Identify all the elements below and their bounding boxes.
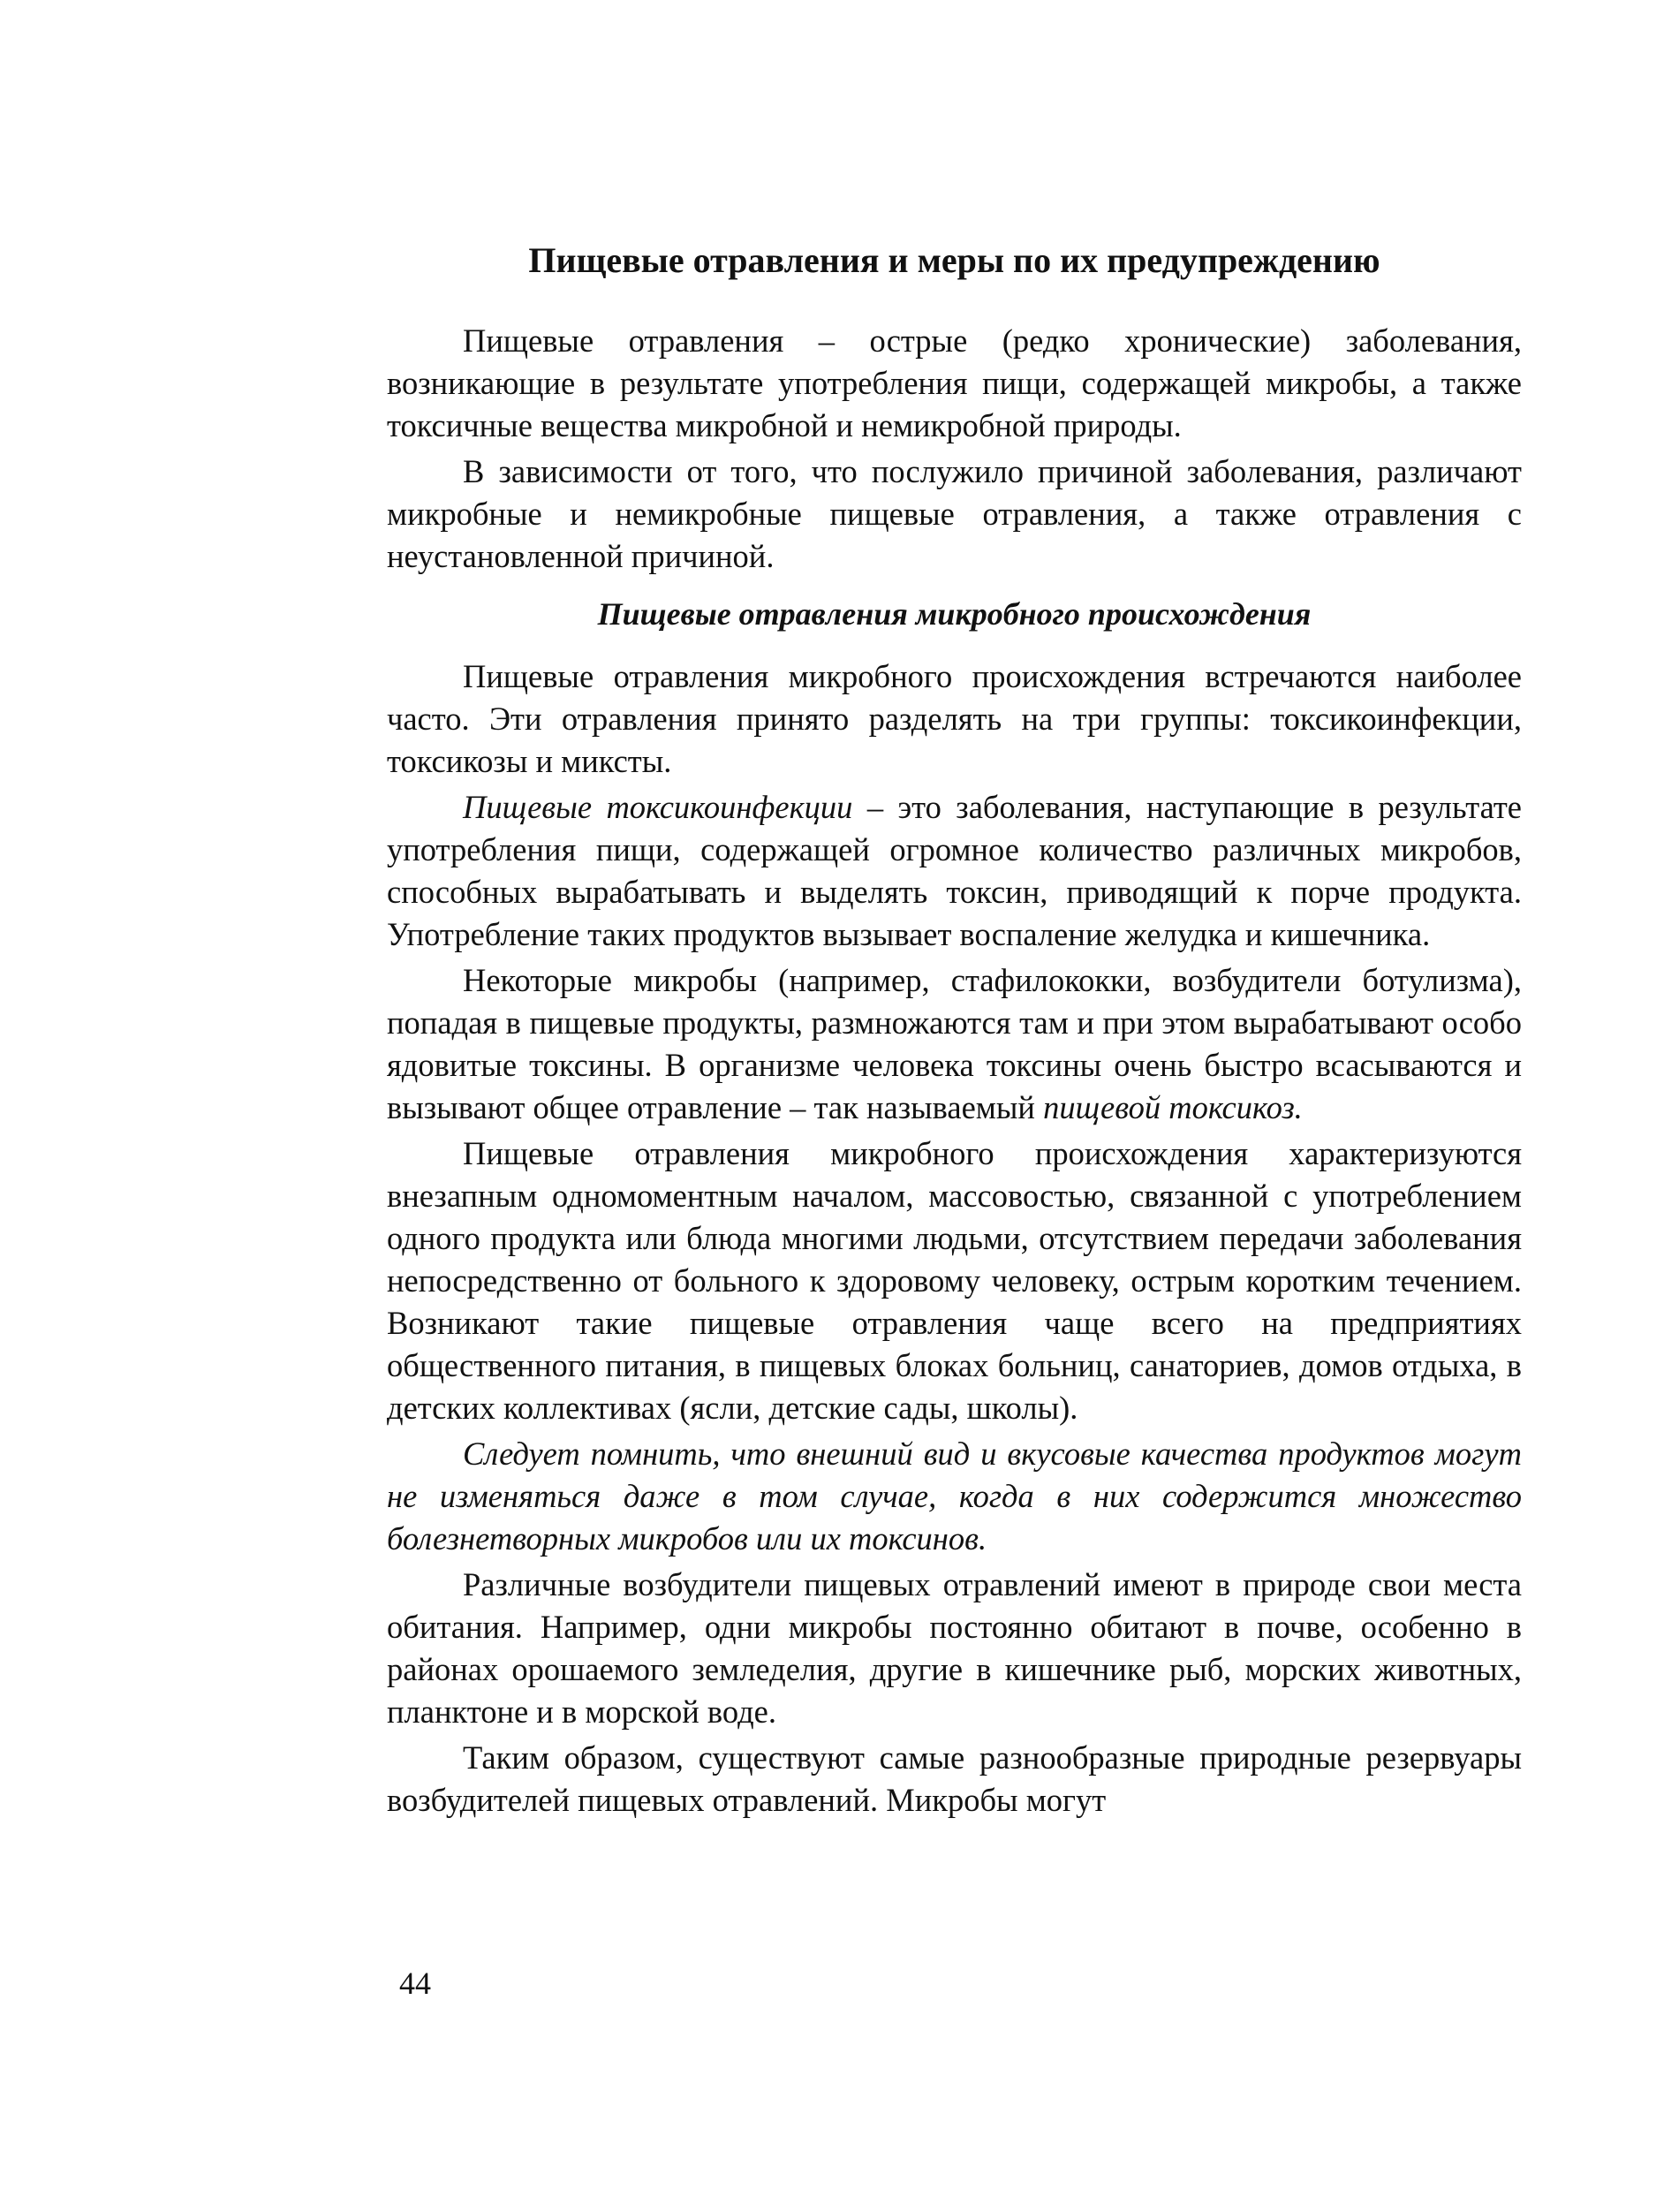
section-paragraph-3 — [387, 959, 1522, 1129]
section-paragraph-7: Таким образом, существуют самые разнообразные природные резервуары возбудителей пищевых отравлений. Микробы могут — [387, 1739, 1522, 1818]
section-subtitle: Пищевые отравления микробного происхождения — [597, 596, 1312, 632]
section-paragraph-3-text: Некоторые микробы (например, стафилококки, возбудители ботулизма), попадая в пищевые продукты, размножаются там и при этом вырабатывают особо ядовитые токсины. В организме человека токсины очень быстро всасываются и вызывают общее отравление – так называемый — [387, 962, 1522, 1125]
section-paragraph-2-text: – это заболевания, наступающие в результате употребления пищи, содержащей огромное количество различных микробов, способных вырабатывать и выделять токсин, приводящий к порче продукта. Употребление таких продуктов вызывает воспаление желудка и кишечника. — [387, 789, 1522, 952]
page-title: Пищевые отравления и меры по их предупреждению — [528, 240, 1380, 280]
note-paragraph: Следует помнить, что внешний вид и вкусовые качества продуктов могут не изменяться даже в том случае, когда в них содержится множество болезнетворных микробов или их токсинов. — [387, 1436, 1522, 1557]
page-number: 44 — [399, 1966, 431, 2001]
section-paragraph-4: Пищевые отравления микробного происхождения характеризуются внезапным одномоментным началом, массовостью, связанной с употреблением одного продукта или блюда многими людьми, отсутствием передачи заболевания непосредственно от больного к здоровому человеку, острым коротким течением. Возникают такие пищевые отравления чаще всего на предприятиях общественного питания, в пищевых блоках больниц, санаториев, домов отдыха, в детских коллективах (ясли, детские сады, школы). — [387, 1135, 1522, 1426]
section-paragraph-1: Пищевые отравления микробного происхождения встречаются наиболее часто. Эти отравления принято разделять на три группы: токсикоинфекции, токсикозы и миксты. — [387, 658, 1522, 779]
term-toxicoinfections: Пищевые токсикоинфекции — [463, 789, 853, 825]
page-content — [387, 239, 1522, 1825]
section-paragraph-6: Различные возбудители пищевых отравлений имеют в природе свои места обитания. Например, одни микробы постоянно обитают в почве, особенно в районах орошаемого земледелия, другие в кишечнике рыб, морских животных, планктоне и в морской воде. — [387, 1566, 1522, 1730]
term-food-toxicosis: пищевой токсикоз. — [1043, 1089, 1303, 1125]
intro-paragraph-2: В зависимости от того, что послужило причиной заболевания, различают микробные и немикробные пищевые отравления, а также отравления с неустановленной причиной. — [387, 453, 1522, 574]
section-paragraph-2 — [387, 786, 1522, 956]
intro-paragraph-1: Пищевые отравления – острые (редко хронические) заболевания, возникающие в результате употребления пищи, содержащей микробы, а также токсичные вещества микробной и немикробной природы. — [387, 322, 1522, 443]
